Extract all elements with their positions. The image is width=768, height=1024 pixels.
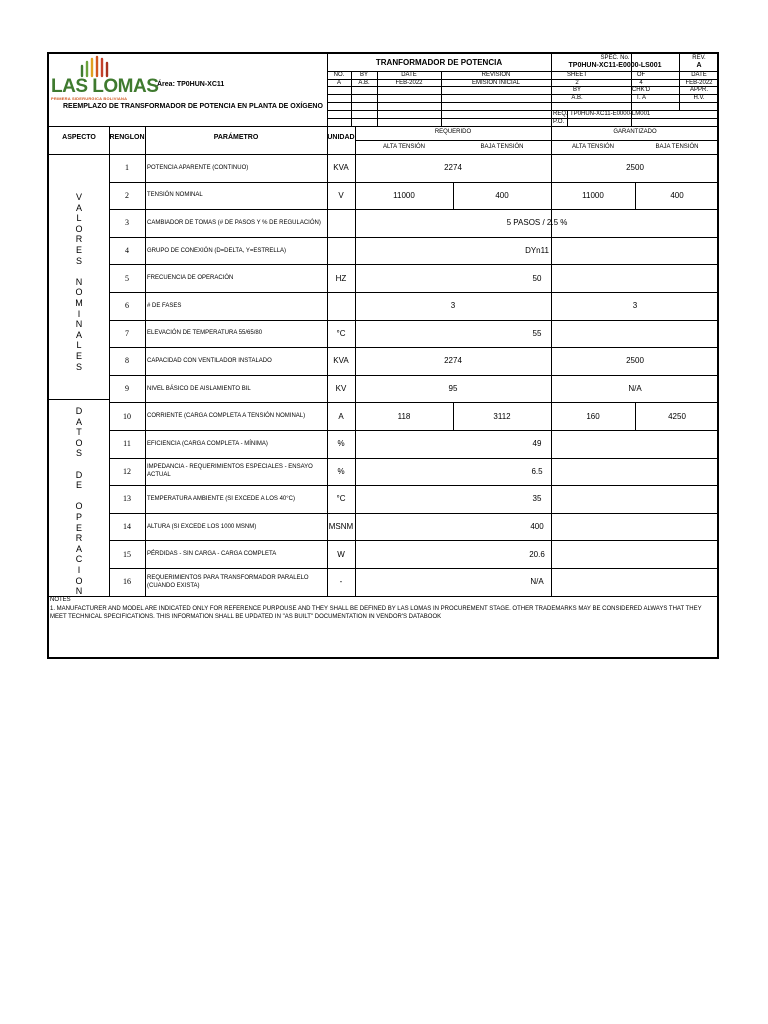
- row-unit: °C: [336, 494, 346, 504]
- row-value-combined: 49: [532, 439, 542, 449]
- row-value-combined: 50: [532, 273, 542, 283]
- row-unit: A: [338, 411, 344, 421]
- row-parameter: REQUERIMIENTOS PARA TRANSFORMADOR PARALELO (CUANDO EXISTA): [147, 574, 309, 589]
- of-label: OF: [636, 72, 646, 78]
- row-number: 8: [125, 356, 129, 366]
- by-value: A.B.: [571, 95, 583, 101]
- row-value-combined: 20.6: [529, 549, 545, 559]
- logo-mark-icon: [76, 56, 116, 78]
- row-parameter: CORRIENTE (CARGA COMPLETA A TENSIÓN NOMINAL): [147, 413, 306, 420]
- row-parameter: GRUPO DE CONEXIÓN (D=DELTA, Y=ESTRELLA): [147, 247, 287, 254]
- row-unit: [327, 237, 355, 265]
- row-parameter: NIVEL BÁSICO DE AISLAMIENTO BIL: [147, 385, 251, 392]
- aspect-letter: T: [76, 427, 82, 438]
- header-aspecto: ASPECTO: [62, 134, 96, 141]
- row-value-garantizado: N/A: [628, 384, 642, 394]
- header-gar-alta: ALTA TENSIÓN: [571, 144, 614, 150]
- rev-row-no: A: [336, 80, 341, 86]
- row-number: 13: [123, 494, 131, 504]
- row-parameter: CAMBIADOR DE TOMAS (# DE PASOS Y % DE REGULACIÓN): [147, 219, 321, 226]
- appr-label: APPR.: [689, 87, 708, 93]
- row-value-combined: N/A: [530, 577, 544, 587]
- row-unit: °C: [336, 328, 346, 338]
- aspect-letter: D: [75, 406, 83, 416]
- rev-col-revision: REVISION: [481, 72, 511, 78]
- row-parameter: PÉRDIDAS - SIN CARGA - CARGA COMPLETA: [147, 551, 277, 558]
- req-label: REQ.: [553, 111, 568, 117]
- row-value-combined: 55: [532, 328, 542, 338]
- aspect-letter: E: [75, 522, 82, 533]
- chkd-value: T. A: [635, 95, 646, 101]
- sheet-value: 2: [575, 80, 579, 86]
- row-number: 15: [123, 549, 131, 559]
- row-number: 11: [123, 439, 131, 449]
- aspect-letter: I: [77, 564, 81, 575]
- notes-text: 1. MANUFACTURER AND MODEL ARE INDICATED ONLY FOR REFERENCE PURPOUSE AND THEY SHALL BE DEFINED BY LAS LOMAS IN PROCUREMENT STAGE. OTHER TRADEMARKS MAY BE CONSIDERED ALWAYS THAT THEY MEET TECHNICAL SPECIFICATIONS. THIS INFORMATION SHALL BE UPDATED IN "AS BUILT" DOCUMENTATION IN VENDOR'S DATABOOK: [50, 606, 702, 620]
- row-value-gar-alta: 11000: [582, 190, 604, 200]
- row-value-req-alta: 11000: [393, 190, 415, 200]
- rev-row-date: FEB-2022: [395, 80, 423, 86]
- row-value-combined: DYn11: [525, 246, 549, 256]
- aspect-letter: O: [75, 501, 83, 512]
- row-value-gar-baja: 400: [670, 190, 684, 200]
- aspect-letter: A: [75, 202, 82, 213]
- header-gar-baja: BAJA TENSIÓN: [655, 144, 699, 150]
- aspect-letter: C: [75, 554, 83, 565]
- aspect-letter: L: [76, 340, 82, 351]
- row-value-requerido: 2274: [444, 356, 462, 366]
- aspect-letter: R: [75, 533, 83, 544]
- header-requerido: REQUERIDO: [434, 129, 472, 135]
- row-unit: KV: [335, 384, 347, 394]
- row-value-gar-alta: 160: [586, 411, 600, 421]
- row-unit: MSNM: [328, 522, 354, 532]
- row-value-combined: 400: [530, 522, 544, 532]
- aspect-letter: A: [75, 416, 82, 427]
- row-value-requerido: 2274: [444, 163, 462, 173]
- datasheet: [47, 52, 719, 659]
- spec-label: SPEC. No.: [600, 55, 630, 61]
- logo-tagline: PRIMERA SIDERURGICA BOLIVIANA: [51, 96, 128, 101]
- aspect-letter: D: [75, 469, 83, 480]
- aspect-letter: N: [75, 276, 83, 287]
- document-subtitle: REEMPLAZO DE TRANSFORMADOR DE POTENCIA EN PLANTA DE OXÍGENO: [63, 103, 323, 110]
- aspect-letter: O: [75, 223, 83, 234]
- row-unit: HZ: [335, 273, 347, 283]
- header-garantizado: GARANTIZADO: [613, 129, 657, 135]
- rev-col-by: BY: [359, 72, 368, 78]
- row-number: 10: [123, 411, 131, 421]
- row-number: 3: [125, 218, 129, 228]
- row-parameter: TENSIÓN NOMINAL: [147, 192, 203, 199]
- row-value-requerido: 95: [448, 384, 458, 394]
- row-unit: -: [339, 577, 343, 587]
- aspect-letter: O: [75, 437, 83, 448]
- aspect-letter: P: [75, 511, 82, 522]
- aspect-letter: [49, 266, 109, 277]
- aspect-letter: E: [75, 350, 82, 361]
- aspect-letter: V: [75, 192, 82, 202]
- rev-value: A: [696, 62, 702, 69]
- aspect-letter: R: [75, 234, 83, 245]
- by-label: BY: [572, 87, 581, 93]
- rev-col-no: NO.: [333, 72, 345, 78]
- aspect-letter: N: [75, 586, 83, 597]
- aspect-letter: [49, 459, 109, 470]
- chkd-label: CHK'D: [631, 87, 651, 93]
- aspect-letter: A: [75, 329, 82, 340]
- row-unit: W: [337, 549, 345, 559]
- header-unidad: UNIDAD: [327, 134, 355, 141]
- po-label: P.O.: [553, 119, 565, 125]
- row-number: 14: [123, 522, 131, 532]
- aspect-letter: E: [75, 244, 82, 255]
- aspect-letter: M: [75, 297, 83, 308]
- row-number: 6: [125, 301, 129, 311]
- row-unit: %: [337, 439, 345, 449]
- row-value-combined: 6.5: [531, 466, 543, 476]
- row-value-req-baja: 3112: [493, 411, 511, 421]
- row-value-combined: 35: [532, 494, 542, 504]
- notes-title: NOTES: [50, 597, 71, 603]
- aspect-letter: E: [75, 480, 82, 491]
- aspect-letter: L: [76, 213, 82, 224]
- rev-label: REV.: [692, 55, 706, 61]
- row-unit: [327, 209, 355, 237]
- row-parameter: # DE FASES: [147, 302, 182, 309]
- date-value: FEB-2022: [685, 80, 713, 86]
- row-parameter: EFICIENCIA (CARGA COMPLETA - MÍNIMA): [147, 440, 268, 447]
- row-parameter: IMPEDANCIA - REQUERIMIENTOS ESPECIALES - ENSAYO ACTUAL: [147, 464, 313, 479]
- row-value-garantizado: 2500: [626, 163, 644, 173]
- row-value-combined: 5 PASOS / 2.5 %: [506, 218, 568, 228]
- row-number: 12: [123, 466, 131, 476]
- row-unit: KVA: [333, 163, 349, 173]
- row-unit: [327, 292, 355, 320]
- row-number: 9: [125, 384, 129, 394]
- aspect-letter: I: [77, 308, 81, 319]
- aspect-letter: A: [75, 543, 82, 554]
- row-parameter: ELEVACIÓN DE TEMPERATURA 55/65/80: [147, 330, 263, 337]
- aspect-letter: O: [75, 575, 83, 586]
- appr-value: H.V.: [693, 95, 705, 101]
- rev-col-date: DATE: [401, 72, 417, 78]
- row-value-req-alta: 118: [397, 411, 411, 421]
- row-value-garantizado: 2500: [626, 356, 644, 366]
- area-label: Área: TP0HUN-XC11: [157, 81, 225, 88]
- row-number: 5: [125, 273, 129, 283]
- company-logo: [51, 56, 159, 101]
- row-number: 1: [125, 163, 129, 173]
- aspect-letter: [49, 491, 109, 502]
- row-unit: V: [338, 190, 344, 200]
- row-parameter: CAPACIDAD CON VENTILADOR INSTALADO: [147, 357, 272, 364]
- header-parametro: PARÁMETRO: [213, 134, 259, 141]
- row-value-gar-baja: 4250: [668, 411, 686, 421]
- of-value: 4: [639, 80, 643, 86]
- header-req-alta: ALTA TENSIÓN: [382, 144, 425, 150]
- req-value: TP0HUN-XC11-E0000-LM001: [570, 111, 651, 117]
- sheet-label: SHEET: [566, 72, 587, 78]
- header-renglon: RENGLON: [109, 134, 145, 141]
- row-unit: KVA: [333, 356, 349, 366]
- aspect-valores-nominales: [49, 192, 109, 382]
- logo-text: LAS LOMAS: [51, 76, 159, 97]
- row-value-req-baja: 400: [495, 190, 509, 200]
- row-parameter: ALTURA (SI EXCEDE LOS 1000 MSNM): [147, 523, 257, 530]
- aspect-letter: O: [75, 287, 83, 298]
- header-req-baja: BAJA TENSIÓN: [480, 144, 524, 150]
- aspect-letter: S: [75, 361, 82, 372]
- row-parameter: FRECUENCIA DE OPERACIÓN: [147, 275, 234, 282]
- row-value-requerido: 3: [450, 301, 456, 311]
- rev-row-revision: EMISION INICIAL: [471, 80, 520, 86]
- aspect-datos-operacion: [49, 406, 109, 596]
- row-number: 2: [125, 190, 129, 200]
- row-number: 7: [125, 328, 129, 338]
- aspect-letter: N: [75, 319, 83, 330]
- rev-row-by: A.B.: [358, 80, 370, 86]
- row-number: 16: [123, 577, 131, 587]
- row-parameter: TEMPERATURA AMBIENTE (SI EXCEDE A LOS 40°C): [147, 495, 295, 502]
- row-parameter: POTENCIA APARENTE (CONTINUO): [147, 164, 249, 171]
- row-value-garantizado: 3: [632, 301, 638, 311]
- aspect-letter: S: [75, 448, 82, 459]
- row-number: 4: [125, 246, 129, 256]
- row-unit: %: [337, 466, 345, 476]
- aspect-letter: S: [75, 255, 82, 266]
- spec-number: TP0HUN-XC11-E0000-LS001: [568, 62, 662, 69]
- date-label: DATE: [691, 72, 707, 78]
- document-title: TRANFORMADOR DE POTENCIA: [375, 58, 503, 67]
